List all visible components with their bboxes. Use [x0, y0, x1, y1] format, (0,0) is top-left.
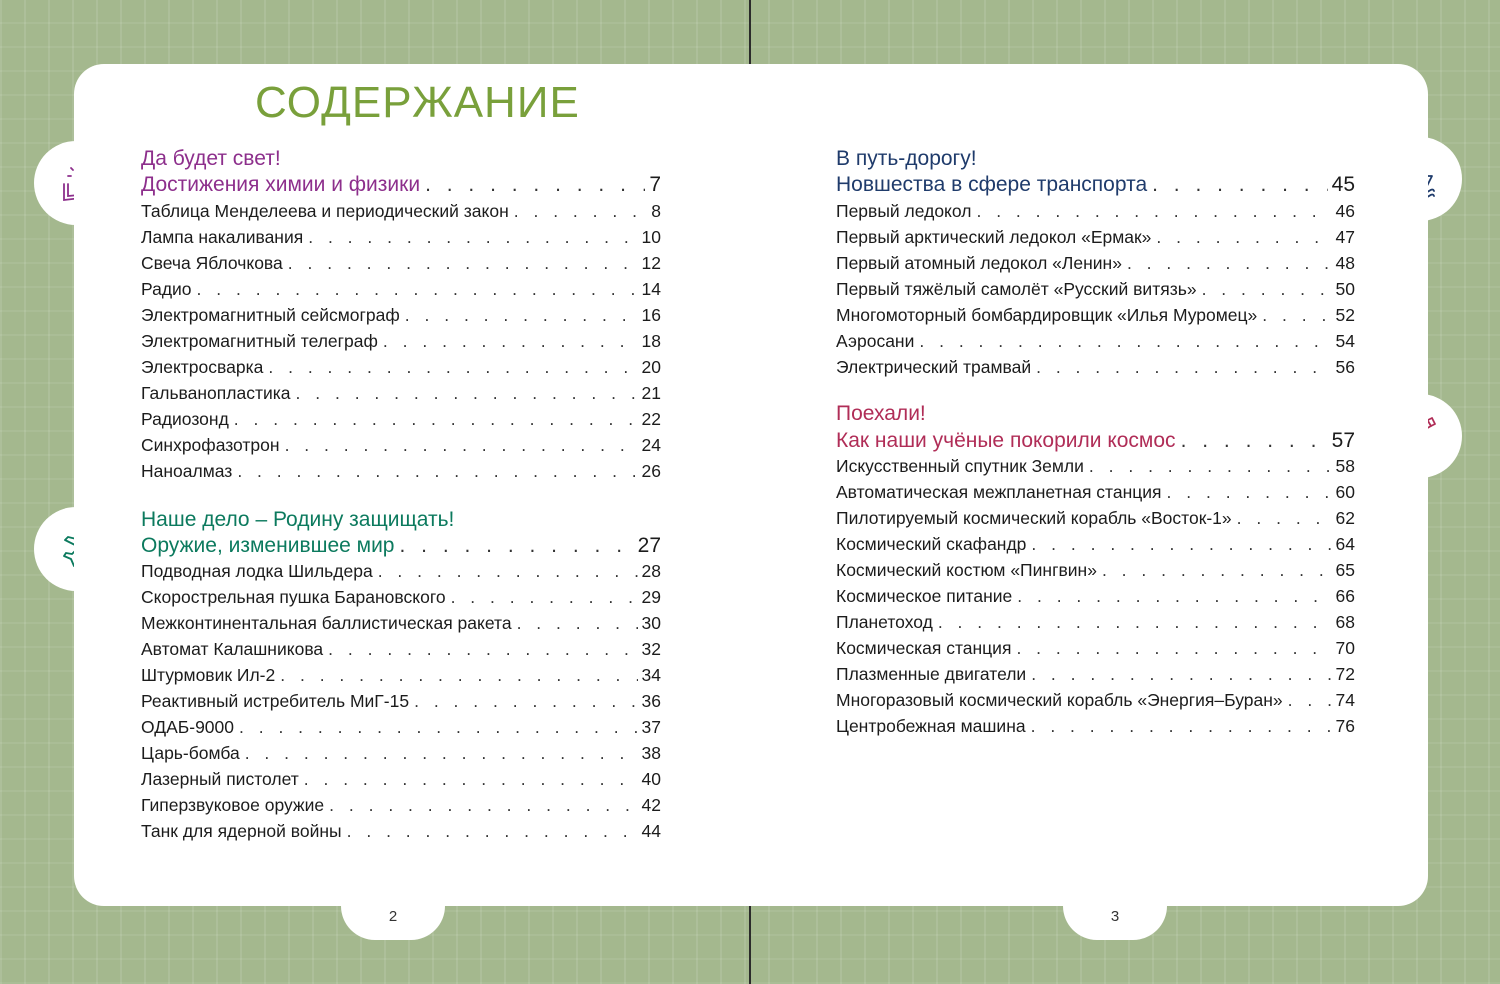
entry-title: Электромагнитный телеграф [141, 331, 378, 351]
page-number: 66 [1335, 586, 1355, 606]
section-heading-entry[interactable] [836, 173, 1355, 199]
page-number: 28 [641, 561, 661, 581]
toc-entry[interactable] [836, 357, 1355, 383]
entry-title: Электрический трамвай [836, 357, 1032, 377]
entry-title: Гиперзвуковое оружие [141, 795, 325, 815]
page-number: 12 [641, 253, 661, 273]
entry-title: Планетоход [836, 612, 933, 632]
entry-title: ОДАБ-9000 [141, 717, 234, 737]
section-subtitle: Поехали! [836, 402, 926, 425]
toc-entry[interactable] [836, 253, 1355, 279]
page-number: 42 [641, 795, 661, 815]
entry-title: Космический скафандр [836, 534, 1027, 554]
page-number: 47 [1335, 227, 1355, 247]
page-number: 68 [1335, 612, 1355, 632]
toc-entry[interactable] [836, 716, 1355, 742]
toc-entry[interactable] [141, 227, 661, 253]
entry-title: Автомат Калашникова [141, 639, 324, 659]
toc-entry[interactable] [836, 612, 1355, 638]
right-page-number-tab [1063, 880, 1167, 940]
entry-title: Электромагнитный сейсмограф [141, 305, 400, 325]
page-number: 18 [641, 331, 661, 351]
entry-title: Скорострельная пушка Барановского [141, 587, 446, 607]
page-number: 70 [1335, 638, 1355, 658]
page-number: 74 [1335, 690, 1355, 710]
toc-entry[interactable] [836, 456, 1355, 482]
section-heading-entry[interactable] [141, 173, 661, 199]
page-number: 58 [1335, 456, 1355, 476]
entry-title: Плазменные двигатели [836, 664, 1027, 684]
toc-entry[interactable] [836, 560, 1355, 586]
toc-entry[interactable] [836, 305, 1355, 331]
toc-entry[interactable] [141, 305, 661, 331]
entry-title: Первый арктический ледокол «Ермак» [836, 227, 1152, 247]
entry-title: Лазерный пистолет [141, 769, 299, 789]
toc-entry[interactable] [141, 435, 661, 461]
entry-title: Гальванопластика [141, 383, 291, 403]
page-number: 32 [641, 639, 661, 659]
toc-entry[interactable] [141, 409, 661, 435]
entry-title: Таблица Менделеева и периодический закон [141, 201, 509, 221]
section-heading-entry[interactable] [141, 534, 661, 560]
entry-title: Радиозонд [141, 409, 229, 429]
entry-title: Автоматическая межпланетная станция [836, 482, 1162, 502]
toc-entry[interactable] [141, 461, 661, 487]
entry-title: Центробежная машина [836, 716, 1026, 736]
section-subtitle: Да будет свет! [141, 147, 281, 170]
toc-entry[interactable] [141, 613, 661, 639]
toc-entry[interactable] [836, 201, 1355, 227]
page-number: 57 [1331, 429, 1355, 452]
toc-entry[interactable] [836, 586, 1355, 612]
toc-entry[interactable] [141, 383, 661, 409]
page-number: 65 [1335, 560, 1355, 580]
page-number: 64 [1335, 534, 1355, 554]
toc-entry[interactable] [836, 279, 1355, 305]
page-title: СОДЕРЖАНИЕ [255, 78, 580, 127]
page-number: 34 [641, 665, 661, 685]
page-number: 44 [641, 821, 661, 841]
toc-entry[interactable] [836, 664, 1355, 690]
entry-title: Радио [141, 279, 192, 299]
toc-entry[interactable] [141, 769, 661, 795]
page-number: 22 [641, 409, 661, 429]
page-number: 46 [1335, 201, 1355, 221]
page-number: 62 [1335, 508, 1355, 528]
page-number: 27 [637, 534, 661, 557]
entry-title: Пилотируемый космический корабль «Восток-1» [836, 508, 1232, 528]
toc-entry[interactable] [836, 227, 1355, 253]
page-number: 7 [649, 173, 661, 196]
toc-entry[interactable] [141, 357, 661, 383]
toc-entry[interactable] [141, 821, 661, 847]
section-subtitle: Наше дело – Родину защищать! [141, 508, 455, 531]
entry-title: Космический костюм «Пингвин» [836, 560, 1097, 580]
section-heading-entry[interactable] [836, 429, 1355, 455]
entry-title: Аэросани [836, 331, 915, 351]
entry-title: Многомоторный бомбардировщик «Илья Муромец» [836, 305, 1258, 325]
page-number: 29 [641, 587, 661, 607]
section-heading: Достижения химии и физики [141, 173, 421, 196]
page-number: 76 [1335, 716, 1355, 736]
entry-title: Первый атомный ледокол «Ленин» [836, 253, 1122, 273]
left-page-number-tab [341, 880, 445, 940]
toc-entry[interactable] [836, 331, 1355, 357]
page-number: 50 [1335, 279, 1355, 299]
entry-title: Синхрофазотрон [141, 435, 280, 455]
toc-entry[interactable] [141, 201, 661, 227]
entry-title: Искусственный спутник Земли [836, 456, 1084, 476]
section-heading: Оружие, изменившее мир [141, 534, 395, 557]
page-number: 48 [1335, 253, 1355, 273]
page-number: 21 [641, 383, 661, 403]
toc-entry[interactable] [836, 690, 1355, 716]
entry-title: Космическое питание [836, 586, 1013, 606]
page-number: 24 [641, 435, 661, 455]
toc-entry[interactable] [141, 691, 661, 717]
toc-entry[interactable] [141, 253, 661, 279]
toc-entry[interactable] [141, 665, 661, 691]
page-number: 10 [641, 227, 661, 247]
entry-title: Танк для ядерной войны [141, 821, 342, 841]
page-number: 20 [641, 357, 661, 377]
left-page-number: 2 [388, 908, 398, 925]
page-number: 52 [1335, 305, 1355, 325]
toc-entry[interactable] [141, 795, 661, 821]
entry-title: Многоразовый космический корабль «Энергия–Буран» [836, 690, 1283, 710]
toc-entry[interactable] [141, 587, 661, 613]
entry-title: Свеча Яблочкова [141, 253, 283, 273]
page-number: 56 [1335, 357, 1355, 377]
page-number: 16 [641, 305, 661, 325]
page-number: 45 [1331, 173, 1355, 196]
toc-entry[interactable] [836, 638, 1355, 664]
toc-entry[interactable] [141, 743, 661, 769]
page-number: 26 [641, 461, 661, 481]
section-heading: Новшества в сфере транспорта [836, 173, 1148, 196]
entry-title: Реактивный истребитель МиГ-15 [141, 691, 410, 711]
entry-title: Лампа накаливания [141, 227, 304, 247]
section-heading: Как наши учёные покорили космос [836, 429, 1176, 452]
entry-title: Штурмовик Ил-2 [141, 665, 276, 685]
page-number: 36 [641, 691, 661, 711]
page-number: 37 [641, 717, 661, 737]
page-number: 72 [1335, 664, 1355, 684]
page-number: 60 [1335, 482, 1355, 502]
right-page-number: 3 [1110, 908, 1120, 925]
toc-entry[interactable] [141, 717, 661, 743]
entry-title: Электросварка [141, 357, 264, 377]
entry-title: Царь-бомба [141, 743, 240, 763]
toc-entry[interactable] [836, 508, 1355, 534]
page-number: 40 [641, 769, 661, 789]
entry-title: Наноалмаз [141, 461, 233, 481]
page-number: 38 [641, 743, 661, 763]
toc-entry[interactable] [141, 639, 661, 665]
section-subtitle: В путь-дорогу! [836, 147, 977, 170]
page-number: 8 [651, 201, 661, 221]
toc-entry[interactable] [836, 482, 1355, 508]
entry-title: Межконтинентальная баллистическая ракета [141, 613, 512, 633]
entry-title: Первый тяжёлый самолёт «Русский витязь» [836, 279, 1197, 299]
page-number: 30 [641, 613, 661, 633]
entry-title: Первый ледокол [836, 201, 972, 221]
toc-entry[interactable] [836, 534, 1355, 560]
page-number: 54 [1335, 331, 1355, 351]
entry-title: Подводная лодка Шильдера [141, 561, 373, 581]
entry-title: Космическая станция [836, 638, 1012, 658]
toc-entry[interactable] [141, 279, 661, 305]
toc-entry[interactable] [141, 331, 661, 357]
page-number: 14 [641, 279, 661, 299]
toc-entry[interactable] [141, 561, 661, 587]
